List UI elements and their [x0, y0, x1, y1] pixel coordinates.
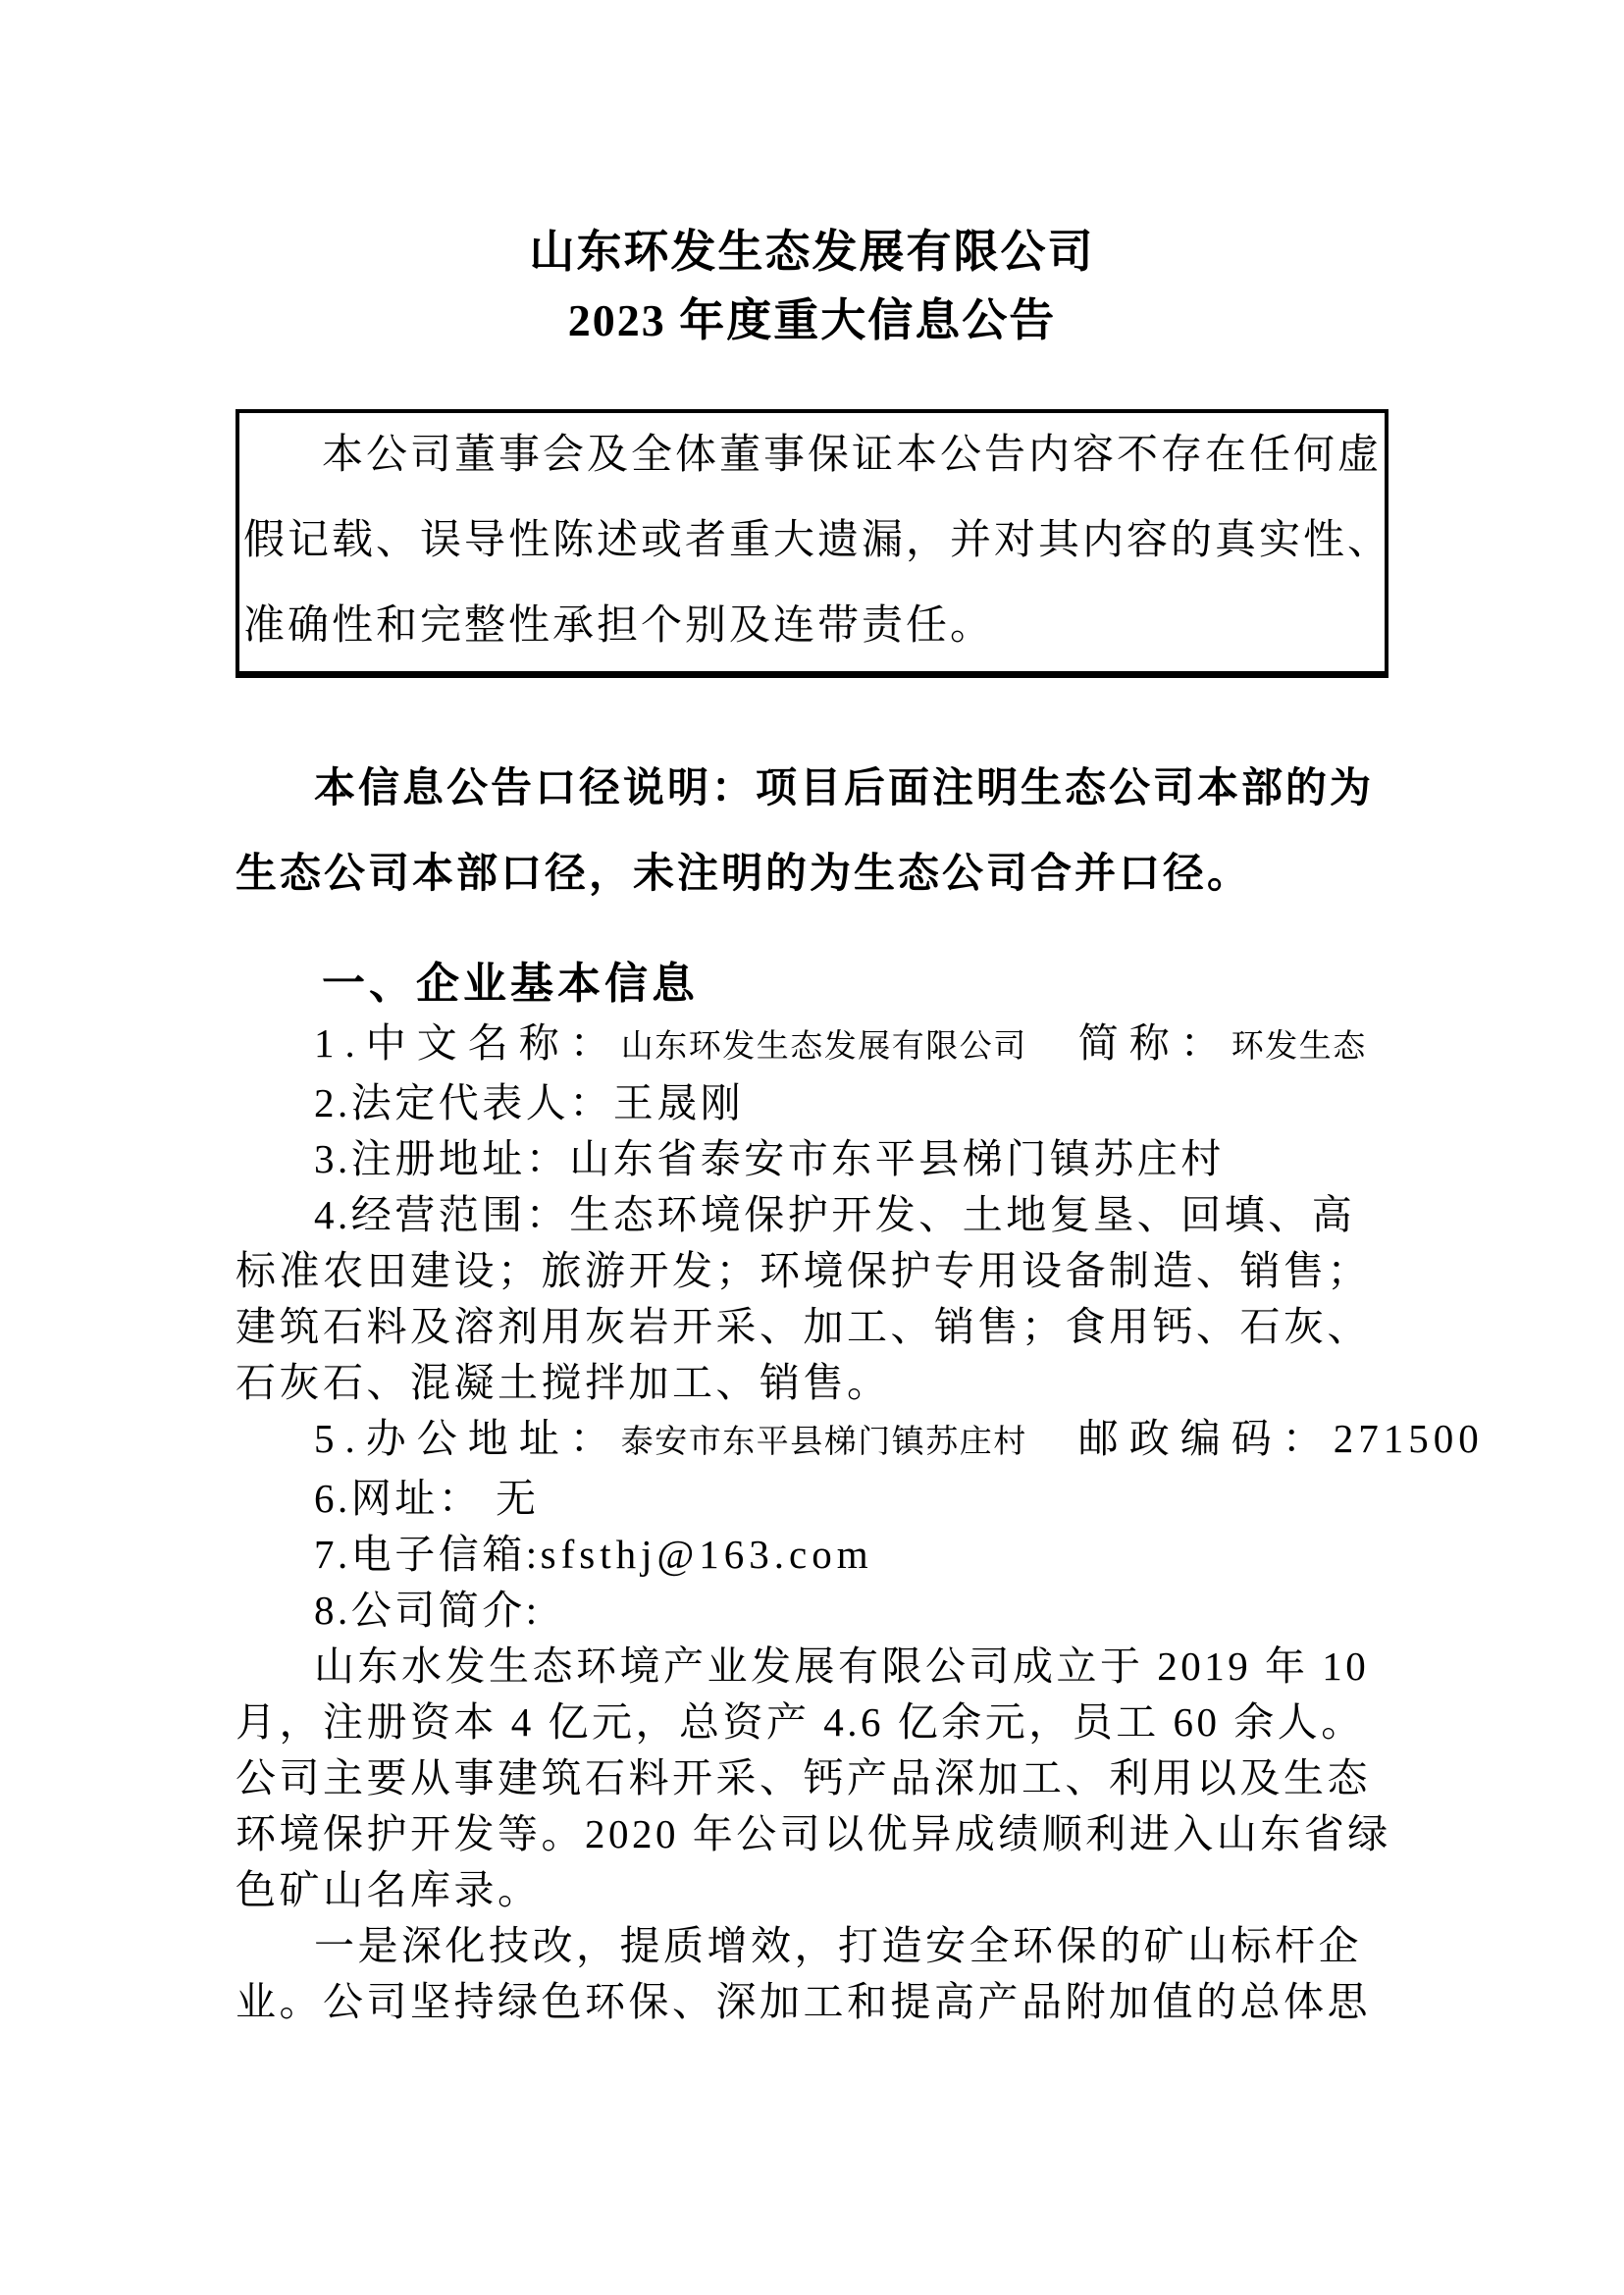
text-line — [236, 1075, 1388, 1131]
text-line — [236, 1299, 1388, 1355]
text-segment: 山东水发生态环境产业发展有限公司成立于 2019 年 10 — [314, 1643, 1370, 1689]
text-segment: 6.网址： 无 — [314, 1476, 540, 1521]
text-line — [236, 1243, 1388, 1299]
text-segment: 2.法定代表人：王晟刚 — [314, 1080, 745, 1125]
text-segment: 泰安市东平县梯门镇苏庄村 — [620, 1425, 1027, 1460]
text-segment: 5.办公地址： — [314, 1416, 621, 1461]
text-segment: 4.经营范围：生态环境保护开发、土地复垦、回填、高 — [314, 1192, 1356, 1237]
text-segment: 简称： — [1026, 1020, 1231, 1066]
text-segment: 标准农田建设；旅游开发；环境保护专用设备制造、销售； — [236, 1248, 1371, 1293]
text-line — [236, 1695, 1388, 1750]
text-segment: 建筑石料及溶剂用灰岩开采、加工、销售；食用钙、石灰、 — [236, 1304, 1371, 1349]
text-segment: 色矿山名库录。 — [236, 1867, 542, 1912]
text-line — [236, 1750, 1388, 1806]
document-subtitle: 2023 年度重大信息公告 — [567, 295, 1057, 345]
text-segment: 一是深化技改，提质增效，打造安全环保的矿山标杆企 — [314, 1923, 1362, 1968]
text-line — [236, 1411, 1484, 1471]
text-line — [236, 1639, 1388, 1695]
text-segment: 准确性和完整性承担个别及连带责任。 — [243, 603, 995, 649]
section-body — [236, 1016, 1484, 2030]
scope-note — [236, 747, 1388, 917]
text-segment: 石灰石、混凝土搅拌加工、销售。 — [236, 1360, 891, 1405]
text-line — [236, 1471, 1388, 1527]
text-segment: 业。公司坚持绿色环保、深加工和提高产品附加值的总体思 — [236, 1979, 1371, 2024]
text-line — [236, 1187, 1388, 1243]
text-line — [243, 413, 1383, 498]
text-segment: 1.中文名称： — [314, 1020, 621, 1066]
text-segment: 3.注册地址：山东省泰安市东平县梯门镇苏庄村 — [314, 1136, 1225, 1181]
text-line — [236, 1862, 1388, 1918]
text-line — [236, 1974, 1388, 2030]
text-segment: 本公司董事会及全体董事保证本公告内容不存在任何虚 — [322, 433, 1383, 478]
text-line — [236, 1016, 1388, 1075]
text-line — [236, 1527, 1388, 1583]
text-line — [243, 498, 1392, 584]
text-segment: 271500 — [1333, 1416, 1484, 1461]
text-segment: 生态公司本部口径，未注明的为生态公司合并口径。 — [236, 852, 1252, 897]
text-line — [236, 1131, 1388, 1187]
text-segment: 环发生态 — [1231, 1029, 1367, 1065]
text-segment: 假记载、误导性陈述或者重大遗漏，并对其内容的真实性、 — [243, 518, 1392, 563]
text-segment: 公司主要从事建筑石料开采、钙产品深加工、利用以及生态 — [236, 1755, 1371, 1800]
section-heading: 一、企业基本信息 — [322, 960, 699, 1008]
text-segment: 本信息公告口径说明：项目后面注明生态公司本部的为 — [314, 766, 1375, 811]
text-line — [236, 832, 1388, 917]
text-line — [236, 1918, 1388, 1974]
text-segment: sfsthj@163.com — [540, 1532, 873, 1577]
text-segment: 邮政编码： — [1026, 1416, 1334, 1461]
document-title: 山东环发生态发展有限公司 — [529, 227, 1095, 277]
text-line — [243, 584, 1379, 669]
text-segment: 月，注册资本 4 亿元，总资产 4.6 亿余元，员工 60 余人。 — [236, 1699, 1365, 1745]
text-line — [236, 1583, 1388, 1639]
text-line — [236, 1355, 1388, 1411]
disclaimer-box — [236, 409, 1392, 678]
text-line — [236, 1806, 1391, 1862]
text-segment: 8.公司简介: — [314, 1588, 541, 1633]
text-line — [236, 747, 1388, 832]
text-segment: 7.电子信箱: — [314, 1532, 541, 1577]
text-segment: 山东环发生态发展有限公司 — [620, 1029, 1027, 1065]
text-segment: 环境保护开发等。2020 年公司以优异成绩顺利进入山东省绿 — [236, 1811, 1391, 1856]
